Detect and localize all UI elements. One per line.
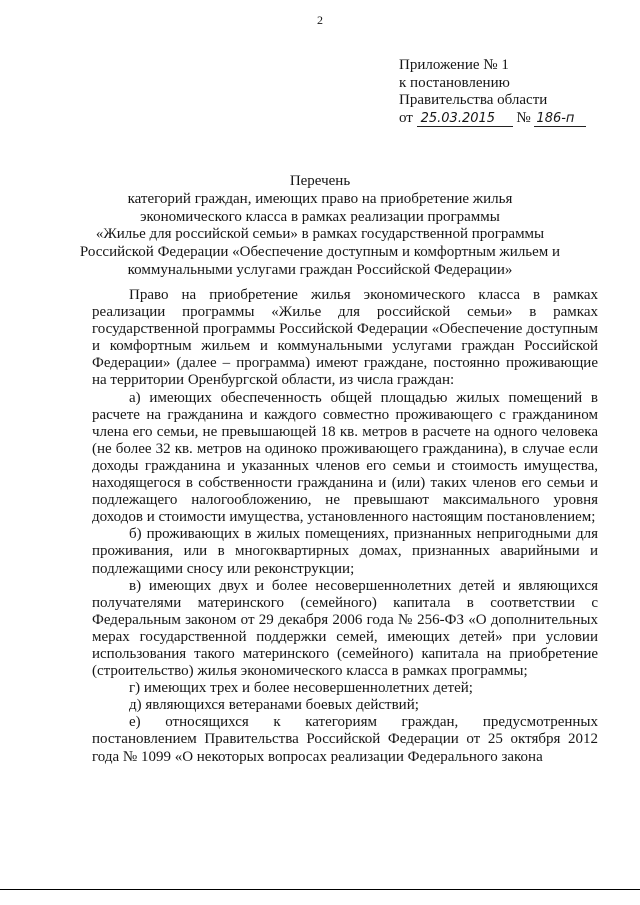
appendix-header bbox=[399, 57, 586, 127]
appendix-title: Приложение № 1 bbox=[399, 57, 509, 73]
handwritten-number: 186-п bbox=[534, 112, 586, 127]
document-body bbox=[92, 287, 598, 766]
list-item-e: е) относящихся к категориям граждан, предусмотренных постановлением Правительства Российской Федерации от 25 октября 2012 года № 1099 «О некоторых вопросах реализации Федерального закона bbox=[92, 714, 598, 765]
intro-paragraph: Право на приобретение жилья экономического класса в рамках реализации программы «Жилье для российской семьи» в рамках государственной программы Российской Федерации «Обеспечение доступным и комфортным жильем и коммунальными услугами граждан Российской Федерации» (далее – программа) имеют граждане, постоянно проживающие на территории Оренбургской области, из числа граждан: bbox=[92, 287, 598, 389]
document-title bbox=[0, 173, 640, 280]
page-number: 2 bbox=[317, 13, 323, 27]
appendix-government-line: Правительства области bbox=[399, 92, 548, 108]
list-item-a: а) имеющих обеспеченность общей площадью жилых помещений в расчете на гражданина и каждого совместно проживающего с гражданином члена его семьи, не превышающей 18 кв. метров в расчете на одного человека (не более 32 кв. метров на одиноко проживающего гражданина), в случае если доходы гражданина и указанных членов его семьи и стоимость имущества, находящегося в собственности гражданина и (или) таких членов его семьи и подлежащего налогообложению, не превышают максимального уровня доходов и стоимости имущества, установленного настоящим постановлением; bbox=[92, 389, 598, 526]
title-line: категорий граждан, имеющих право на приобретение жилья bbox=[127, 190, 513, 207]
list-item-b: б) проживающих в жилых помещениях, признанных непригодными для проживания, или в многоквартирных домах, признанных аварийными и подлежащими сносу или реконструкции; bbox=[92, 526, 598, 577]
date-prefix: от bbox=[399, 109, 413, 126]
number-prefix: № bbox=[516, 109, 531, 126]
title-line: коммунальными услугами граждан Российской Федерации» bbox=[127, 261, 513, 278]
title-heading: Перечень bbox=[289, 173, 351, 189]
handwritten-date: 25.03.2015 bbox=[417, 112, 513, 127]
list-item-g: г) имеющих трех и более несовершеннолетних детей; bbox=[129, 680, 473, 697]
scan-bottom-edge bbox=[0, 889, 640, 890]
appendix-date-number-line bbox=[399, 110, 586, 128]
title-line: Российской Федерации «Обеспечение доступным и комфортным жильем и bbox=[79, 244, 561, 261]
title-line: экономического класса в рамках реализации программы bbox=[140, 208, 500, 225]
list-item-d: д) являющихся ветеранами боевых действий; bbox=[129, 697, 419, 714]
list-item-v: в) имеющих двух и более несовершеннолетних детей и являющихся получателями материнского (семейного) капитала в соответствии с Федеральным законом от 29 декабря 2006 года № 256-ФЗ «О дополнительных мерах государственной поддержки семей, имеющих детей» при условии использования такого материнского (семейного) капитала на приобретение (строительство) жилья экономического класса в рамках программы; bbox=[92, 577, 598, 680]
appendix-resolution-line: к постановлению bbox=[399, 74, 510, 91]
title-line: «Жилье для российской семьи» в рамках государственной программы bbox=[95, 226, 545, 243]
